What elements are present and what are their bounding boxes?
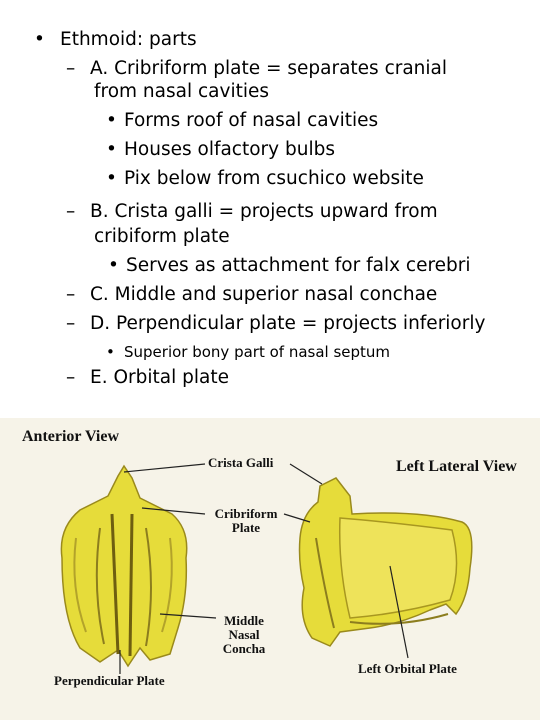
item-b: – B. Crista galli = projects upward from	[66, 201, 438, 222]
item-b-cont: cribiform plate	[94, 226, 230, 247]
item-d: – D. Perpendicular plate = projects inferiorly	[66, 313, 486, 334]
item-a-cont: from nasal cavities	[94, 81, 270, 102]
anterior-view-title: Anterior View	[22, 428, 120, 445]
ethmoid-figure	[0, 418, 540, 720]
label-left-orbital-plate: Left Orbital Plate	[358, 661, 457, 676]
sub-bullet: • Forms roof of nasal cavities	[106, 110, 379, 131]
label-perpendicular-plate: Perpendicular Plate	[54, 673, 165, 688]
lateral-view-title: Left Lateral View	[396, 458, 517, 475]
bullet-ethmoid: • Ethmoid: parts	[34, 29, 197, 50]
label-middle-nasal-concha: Middle Nasal Concha	[222, 613, 266, 656]
sub-bullet: • Houses olfactory bulbs	[106, 139, 335, 160]
sub-bullet: • Pix below from csuchico website	[106, 168, 424, 189]
label-cribriform-plate: Cribriform Plate	[214, 506, 278, 535]
item-e: – E. Orbital plate	[66, 367, 229, 388]
item-c: – C. Middle and superior nasal conchae	[66, 284, 438, 305]
label-crista-galli: Crista Galli	[208, 455, 274, 470]
sub-bullet: • Superior bony part of nasal septum	[106, 343, 391, 361]
item-a: – A. Cribriform plate = separates cranial	[66, 58, 448, 79]
sub-bullet: • Serves as attachment for falx cerebri	[108, 255, 471, 276]
